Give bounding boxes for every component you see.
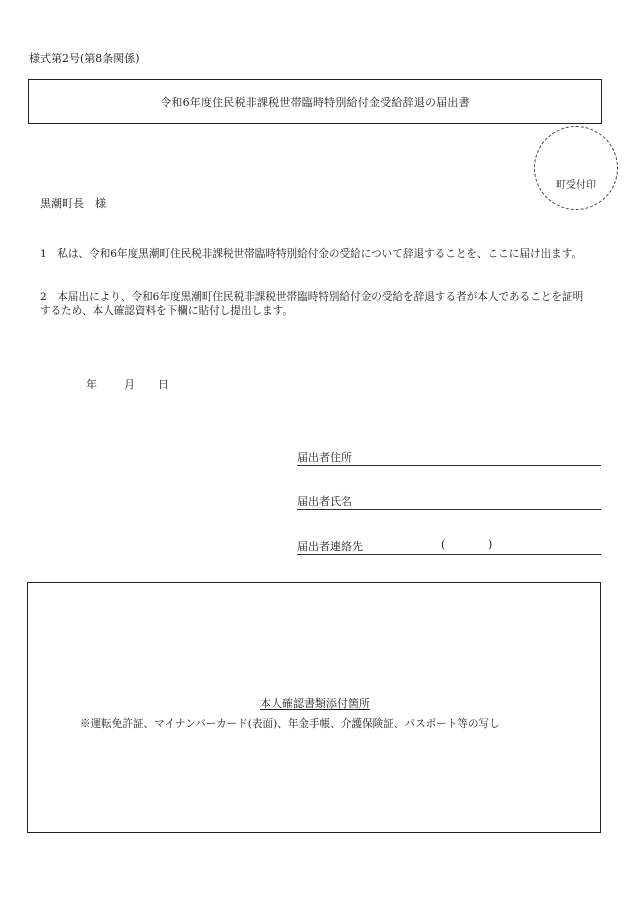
document-title: 令和6年度住民税非課税世帯臨時特別給付金受給辞退の届出書: [160, 95, 470, 109]
declaration-paragraph-2: 2 本届出により、令和6年度黒潮町住民税非課税世帯臨時特別給付金の受給を辞退する者が本人であることを証明するため、本人確認資料を下欄に貼付し提出します。: [40, 291, 584, 317]
date-month-label: 月: [124, 378, 135, 391]
applicant-contact-field[interactable]: [297, 538, 601, 555]
id-attachment-heading: [0, 695, 630, 711]
applicant-contact-label: 届出者連絡先: [297, 540, 363, 553]
id-attachment-note: ※運転免許証、マイナンバーカード(表面)、年金手帳、介護保険証、パスポート等の写し: [80, 718, 500, 730]
declaration-paragraph-1: 1 私は、令和6年度黒潮町住民税非課税世帯臨時特別給付金の受給について辞退することを、ここに届け出ます。: [40, 248, 583, 260]
date-line: [86, 376, 169, 392]
applicant-address-field[interactable]: [297, 449, 601, 466]
id-attachment-heading-text: 本人確認書類添付箇所: [260, 697, 370, 710]
reception-stamp-circle: [534, 126, 618, 210]
contact-paren-open: (: [441, 538, 446, 551]
addressee: 黒潮町長 様: [40, 197, 106, 210]
date-year-label: 年: [86, 378, 97, 391]
reception-stamp-label: 町受付印: [556, 180, 596, 191]
title-box: [28, 79, 602, 124]
applicant-address-label: 届出者住所: [297, 451, 352, 464]
applicant-name-field[interactable]: [297, 493, 601, 510]
form-number: 様式第2号(第8条関係): [29, 52, 140, 65]
applicant-name-label: 届出者氏名: [297, 495, 352, 508]
date-day-label: 日: [158, 378, 169, 391]
contact-paren-close: ): [488, 538, 493, 551]
